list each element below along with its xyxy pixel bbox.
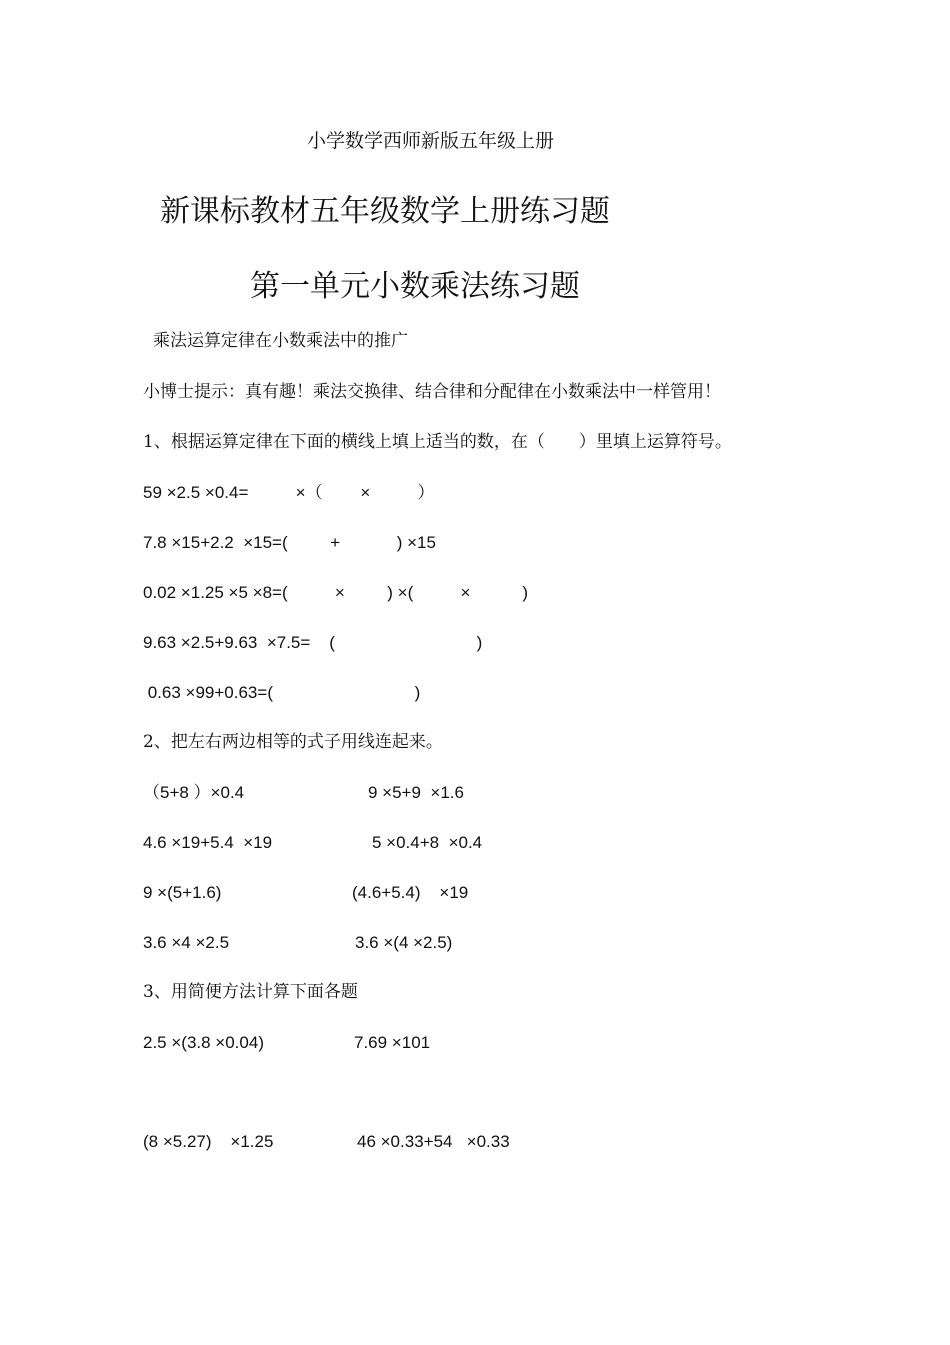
- page-header: 小学数学西师新版五年级上册: [307, 130, 555, 152]
- section-heading: 乘法运算定律在小数乘法中的推广: [153, 331, 408, 351]
- q2-right-3: (4.6+5.4) ×19: [352, 883, 469, 902]
- unit-title: 第一单元小数乘法练习题: [250, 269, 580, 304]
- q2-right-2: 5 ×0.4+8 ×0.4: [372, 833, 483, 852]
- q3-prompt: 3、用简便方法计算下面各题: [143, 982, 358, 1002]
- q3-expr-4: 46 ×0.33+54 ×0.33: [357, 1132, 510, 1151]
- q3-expr-2: 7.69 ×101: [354, 1033, 431, 1052]
- q1-row-1: 59 ×2.5 ×0.4= ×（ × ）: [143, 483, 435, 502]
- q2-right-1: 9 ×5+9 ×1.6: [368, 783, 464, 802]
- q2-right-4: 3.6 ×(4 ×2.5): [355, 933, 453, 952]
- q1-row-2: 7.8 ×15+2.2 ×15=( + ) ×15: [143, 533, 436, 552]
- main-title: 新课标教材五年级数学上册练习题: [160, 194, 610, 229]
- tip-text: 小博士提示：真有趣！乘法交换律、结合律和分配律在小数乘法中一样管用！: [143, 382, 721, 402]
- q1-row-5: 0.63 ×99+0.63=( ): [143, 683, 421, 702]
- q1-prompt: 1、根据运算定律在下面的横线上填上适当的数，在（ ）里填上运算符号。: [143, 432, 732, 452]
- q2-left-1: （5+8 ）×0.4: [143, 783, 245, 802]
- q2-prompt: 2、把左右两边相等的式子用线连起来。: [143, 732, 443, 752]
- q2-left-2: 4.6 ×19+5.4 ×19: [143, 833, 273, 852]
- q2-left-3: 9 ×(5+1.6): [143, 883, 222, 902]
- q1-row-4: 9.63 ×2.5+9.63 ×7.5= ( ): [143, 633, 483, 652]
- q2-left-4: 3.6 ×4 ×2.5: [143, 933, 230, 952]
- q1-row-3: 0.02 ×1.25 ×5 ×8=( × ) ×( × ): [143, 583, 529, 602]
- q3-expr-3: (8 ×5.27) ×1.25: [143, 1132, 274, 1151]
- q3-expr-1: 2.5 ×(3.8 ×0.04): [143, 1033, 264, 1052]
